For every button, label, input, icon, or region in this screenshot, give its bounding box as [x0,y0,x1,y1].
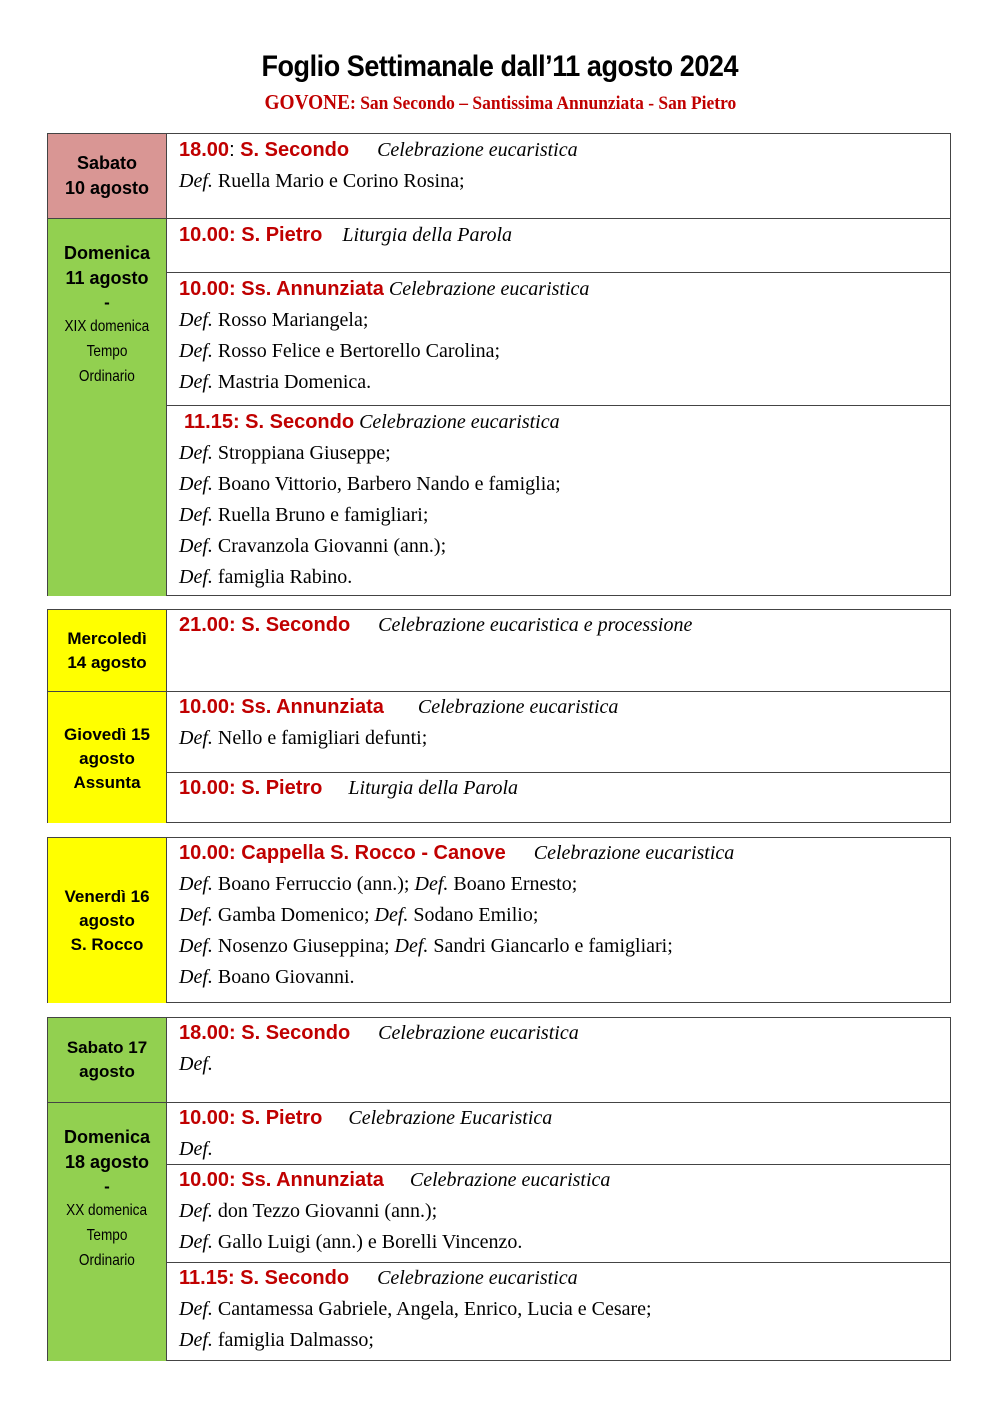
day-label-giovedi-15: Giovedì 15 agosto Assunta [48,691,167,823]
def-line: Def. Gallo Luigi (ann.) e Borelli Vincenzo. [179,1231,523,1253]
mass-time: 10.00: S. Pietro [179,224,323,246]
mass-description: Celebrazione eucaristica [388,278,590,300]
day-label-domenica-11: Domenica 11 agosto - XIX domenica Tempo Ordinario [48,218,167,596]
subtitle-churches: : San Secondo – Santissima Annunziata - San Pietro [349,93,736,114]
mass-description: Liturgia della Parola [342,224,513,246]
mass-entry [167,1102,950,1164]
page-subtitle [264,90,736,115]
mass-time: 18.00: S. Secondo [179,139,350,161]
mass-entry [167,1164,950,1262]
mass-entry [167,272,950,405]
mass-description: Celebrazione eucaristica [359,411,560,433]
def-line: Def. Nello e famigliari defunti; [179,727,428,749]
mass-description: Celebrazione eucaristica [409,1169,611,1191]
mass-description: Celebrazione eucaristica [533,842,735,864]
mass-time: 10.00: Ss. Annunziata [179,278,384,300]
subtitle-place: GOVONE [264,90,350,114]
mass-description: Celebrazione eucaristica [417,696,619,718]
mass-time: 10.00: S. Pietro [179,777,323,799]
day-label-sabato-17: Sabato 17 agosto [48,1018,167,1102]
day-label-sabato-10: Sabato 10 agosto [48,134,167,218]
def-line: Def. famiglia Rabino. [179,566,353,588]
day-label-venerdi-16: Venerdì 16 agosto S. Rocco [48,838,167,1003]
mass-entry [167,134,950,218]
mass-description: Liturgia della Parola [348,777,519,799]
def-line: Def. Cantamessa Gabriele, Angela, Enrico, Lucia e Cesare; [179,1298,652,1320]
mass-entry [167,772,950,823]
mass-entry [167,838,950,1003]
mass-time: 10.00: Cappella S. Rocco - Canove [179,842,506,864]
def-line: Def. Rosso Felice e Bertorello Carolina; [179,340,501,362]
mass-description: Celebrazione Eucaristica [348,1107,553,1129]
def-line: Def. Ruella Mario e Corino Rosina; [179,170,465,192]
page-title: Foglio Settimanale dall’11 agosto 2024 [261,50,739,83]
mass-entry [167,405,950,596]
def-line: Def. Boano Vittorio, Barbero Nando e famiglia; [179,473,561,495]
mass-entry [167,610,950,691]
schedule-block-friday [47,837,951,1003]
mass-entry [167,1018,950,1102]
mass-time: 21.00: S. Secondo [179,614,351,636]
def-line: Def. [179,1138,213,1160]
def-line: Def. Nosenzo Giuseppina; Def. Sandri Giancarlo e famigliari; [179,935,673,957]
mass-description: Celebrazione eucaristica [377,139,578,161]
mass-time: 10.00: Ss. Annunziata [179,696,384,718]
def-line: Def. Stroppiana Giuseppe; [179,442,391,464]
def-line: Def. Boano Giovanni. [179,966,355,988]
def-line: Def. Cravanzola Giovanni (ann.); [179,535,447,557]
def-line: Def. don Tezzo Giovanni (ann.); [179,1200,438,1222]
mass-description: Celebrazione eucaristica e processione [378,614,693,636]
mass-entry [167,691,950,772]
def-line: Def. Boano Ferruccio (ann.); Def. Boano Ernesto; [179,873,578,895]
mass-description: Celebrazione eucaristica [377,1267,578,1289]
schedule-block-week1 [47,133,951,596]
mass-entry [167,218,950,272]
mass-time: 10.00: S. Pietro [179,1107,323,1129]
day-label-mercoledi-14: Mercoledì 14 agosto [48,610,167,691]
def-line: Def. Ruella Bruno e famigliari; [179,504,429,526]
def-line: Def. famiglia Dalmasso; [179,1329,374,1351]
def-line: Def. Gamba Domenico; Def. Sodano Emilio; [179,904,539,926]
page-header [0,50,1000,115]
schedule-block-week2 [47,1017,951,1361]
mass-time: 18.00: S. Secondo [179,1022,351,1044]
mass-entry [167,1262,950,1361]
mass-time: 11.15: S. Secondo [179,1267,350,1289]
def-line: Def. Rosso Mariangela; [179,309,369,331]
mass-time: 11.15: S. Secondo [184,411,355,433]
def-line: Def. [179,1053,213,1075]
mass-description: Celebrazione eucaristica [378,1022,579,1044]
mass-time: 10.00: Ss. Annunziata [179,1169,384,1191]
schedule-block-midweek [47,609,951,823]
def-line: Def. Mastria Domenica. [179,371,372,393]
day-label-domenica-18: Domenica 18 agosto - XX domenica Tempo Ordinario [48,1102,167,1361]
